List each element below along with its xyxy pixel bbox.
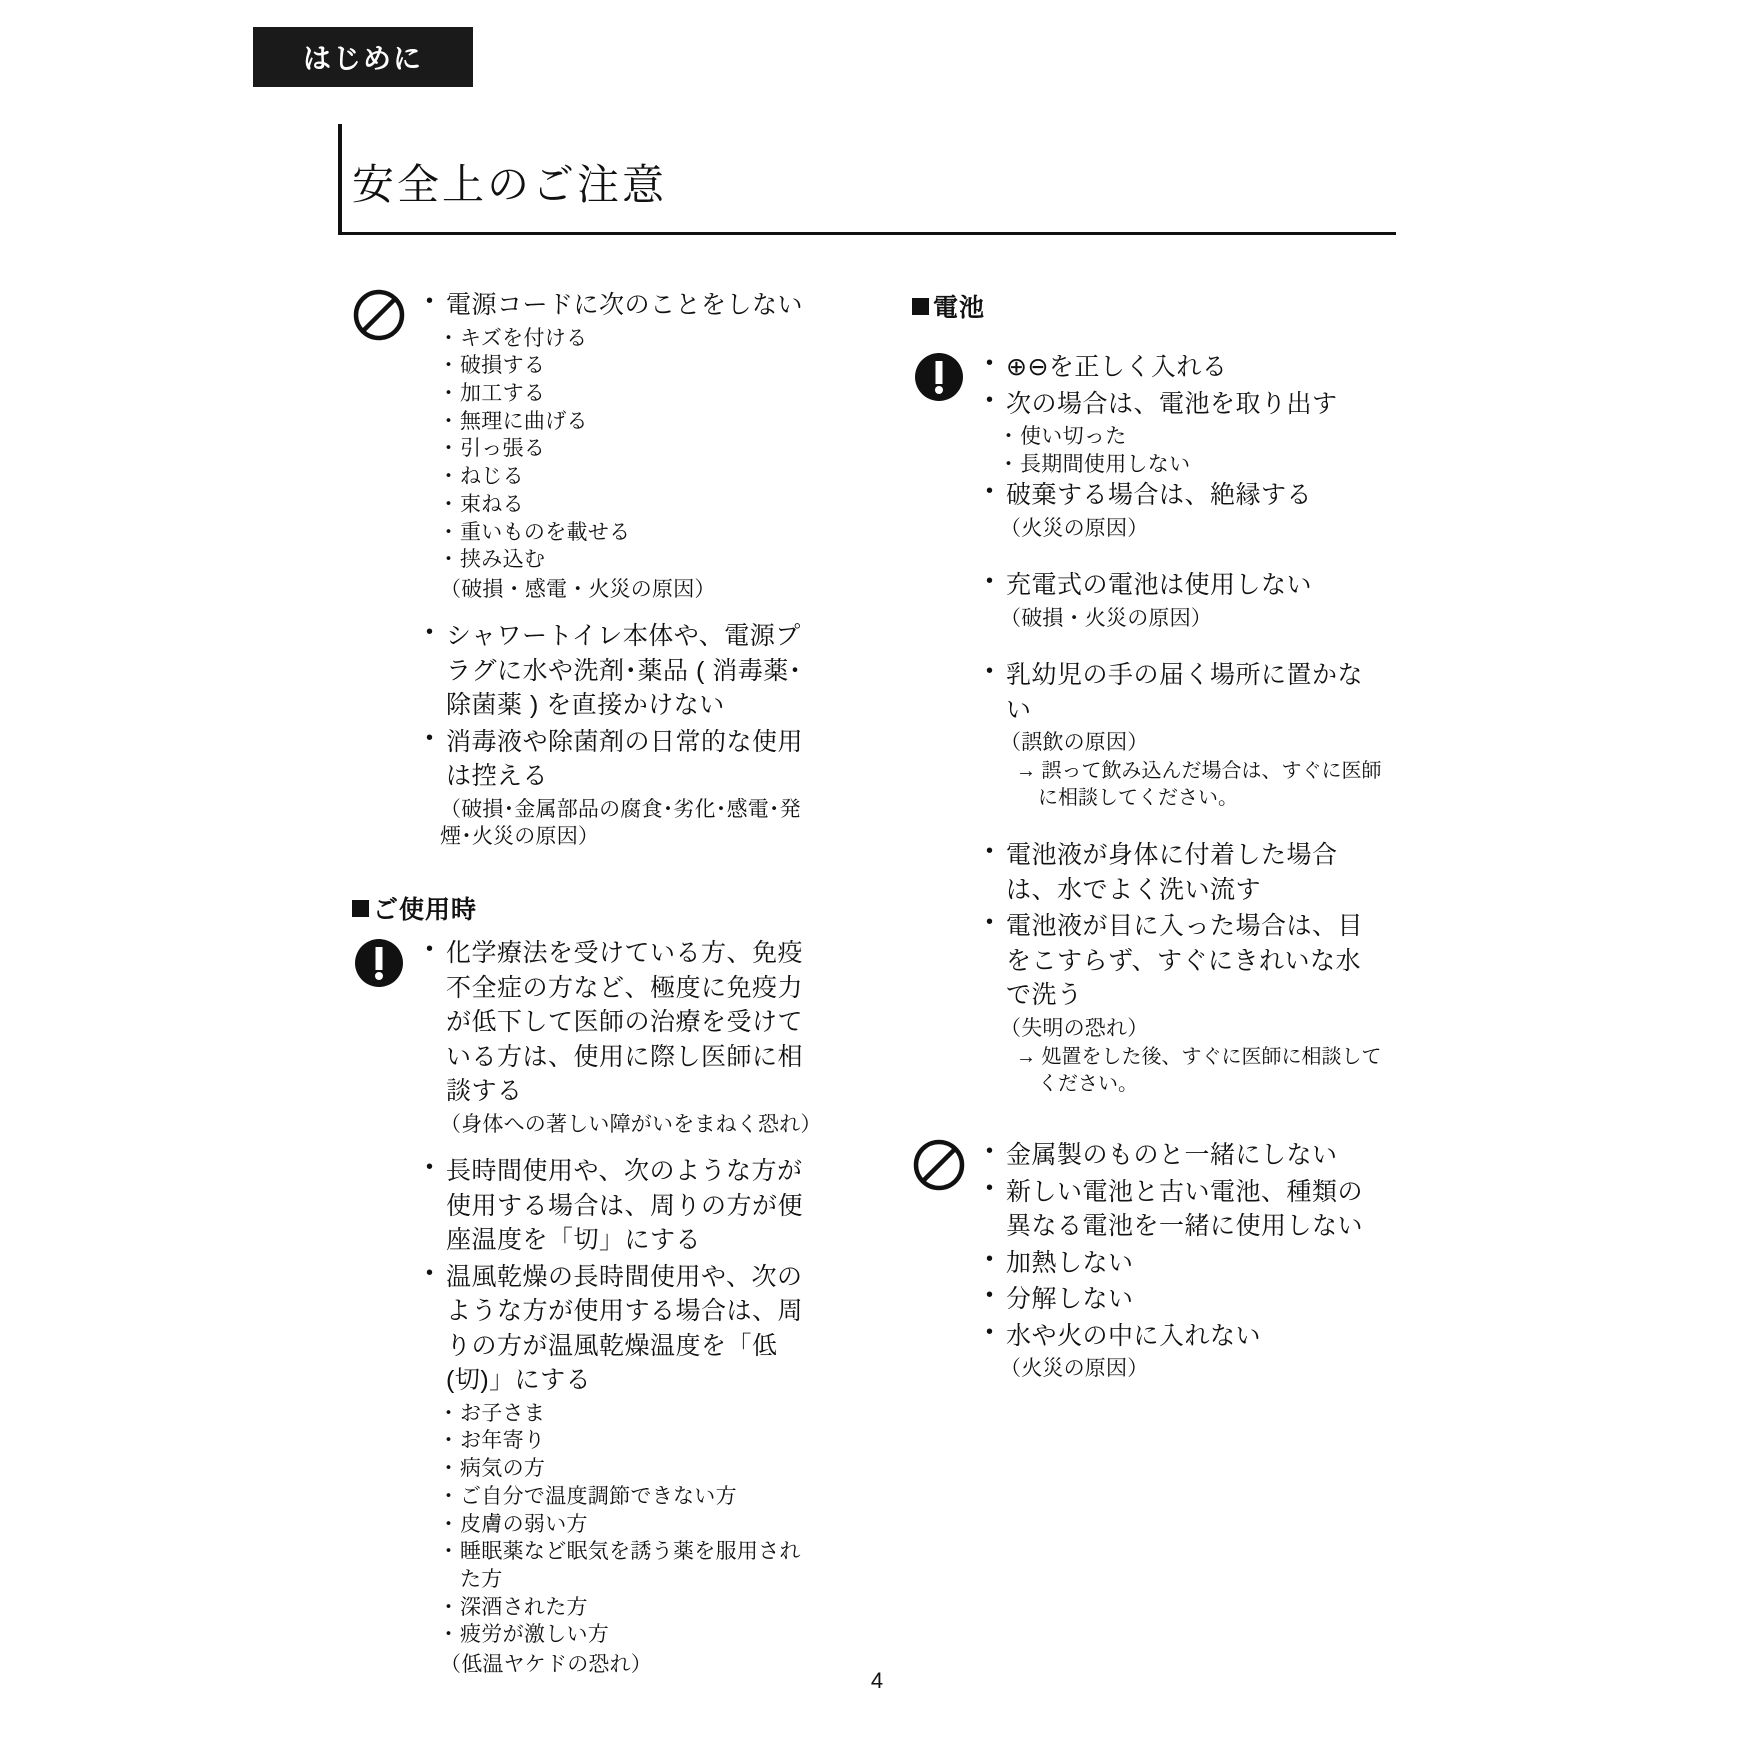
title-left-rule xyxy=(338,124,342,232)
list-item: ・ 引っ張る xyxy=(440,435,822,463)
list-item: ・ ご自分で温度調節できない方 xyxy=(440,1483,822,1511)
caution-icon xyxy=(912,350,966,404)
prohibition-icon xyxy=(352,288,406,342)
list-item: • 新しい電池と古い電池、種類の異なる電池を一緒に使用しない xyxy=(982,1175,1382,1244)
list-item: • 金属製のものと一緒にしない xyxy=(982,1138,1382,1173)
cause-note: （火災の原因） xyxy=(1000,1357,1149,1381)
left-block-power-cord xyxy=(352,288,822,850)
cause-note: （破損・感電・火災の原因） xyxy=(440,577,716,601)
list-usage-temperature xyxy=(422,1154,822,1398)
list-battery-fluid xyxy=(982,838,1382,1013)
list-item: • 分解しない xyxy=(982,1282,1382,1317)
list-item: • ⊕⊖を正しく入れる xyxy=(982,350,1382,385)
chapter-tab: はじめに xyxy=(253,27,473,87)
sublist-usage-persons xyxy=(440,1400,822,1649)
list-item: • 消毒液や除菌剤の日常的な使用は控える xyxy=(422,725,822,794)
advice-note: → 処置をした後、すぐに医師に相談してください。 xyxy=(1016,1046,1382,1096)
list-item: • 電池液が目に入った場合は、目をこすらず、すぐにきれいな水で洗う xyxy=(982,909,1382,1013)
list-item: ・ 長期間使用しない xyxy=(1000,451,1382,479)
list-item: • 温風乾燥の長時間使用や、次のような方が使用する場合は、周りの方が温風乾燥温度を「低 (切)」にする xyxy=(422,1260,822,1398)
list-item: ・ 束ねる xyxy=(440,491,822,519)
right-column xyxy=(912,288,1382,1382)
title-underline xyxy=(338,232,1396,235)
section-heading-label: ご使用時 xyxy=(373,896,478,925)
list-item: ・ 病気の方 xyxy=(440,1455,822,1483)
list-item: • 電源コードに次のことをしない xyxy=(422,288,822,323)
right-block-battery-prohibition xyxy=(912,1138,1382,1382)
list-item: • 破棄する場合は、絶縁する xyxy=(982,478,1382,513)
list-item: • 次の場合は、電池を取り出す xyxy=(982,387,1382,422)
list-usage-medical xyxy=(422,936,822,1109)
bullet-square-icon xyxy=(912,298,929,315)
list-item: ・ 加工する xyxy=(440,380,822,408)
cause-note: （火災の原因） xyxy=(1000,516,1149,540)
list-item: ・ お子さま xyxy=(440,1400,822,1428)
cause-note: （身体への著しい障がいをまねく恐れ） xyxy=(440,1112,822,1136)
cause-note: （破損･金属部品の腐食･劣化･感電･発煙･火災の原因） xyxy=(440,797,801,849)
list-item: ・ 深酒された方 xyxy=(440,1594,822,1622)
section-heading-usage xyxy=(352,890,822,926)
list-item: • 電池液が身体に付着した場合は、水でよく洗い流す xyxy=(982,838,1382,907)
list-item: ・ 破損する xyxy=(440,352,822,380)
right-block-battery-caution xyxy=(912,350,1382,1098)
list-item: ・ 使い切った xyxy=(1000,423,1382,451)
sublist-battery-remove xyxy=(1000,423,1382,478)
list-item: ・ ねじる xyxy=(440,463,822,491)
list-item: • 充電式の電池は使用しない xyxy=(982,568,1382,603)
list-item: • 化学療法を受けている方、免疫不全症の方など、極度に免疫力が低下して医師の治療を受けている方は、使用に際し医師に相談する xyxy=(422,936,822,1109)
list-battery-rechargeable xyxy=(982,568,1382,603)
list-item: ・ キズを付ける xyxy=(440,325,822,353)
list-item: ・ 挟み込む xyxy=(440,546,822,574)
cause-note: （破損・火災の原因） xyxy=(1000,606,1212,630)
page-number: 4 xyxy=(870,1668,884,1693)
left-usage-warning xyxy=(352,936,822,1678)
list-battery-children xyxy=(982,658,1382,727)
list-item: ・ お年寄り xyxy=(440,1427,822,1455)
bullet-square-icon xyxy=(352,900,369,917)
cause-note: （低温ヤケドの恐れ） xyxy=(440,1653,652,1677)
left-block-usage xyxy=(352,890,822,1678)
list-item: • 長時間使用や、次のような方が使用する場合は、周りの方が便座温度を「切」にする xyxy=(422,1154,822,1258)
page-title: 安全上のご注意 xyxy=(352,161,668,208)
list-item: • 乳幼児の手の届く場所に置かない xyxy=(982,658,1382,727)
section-heading-label: 電池 xyxy=(933,294,986,322)
list-item: ・ 無理に曲げる xyxy=(440,408,822,436)
list-item: ・ 疲労が激しい方 xyxy=(440,1621,822,1649)
list-item: • シャワートイレ本体や、電源プラグに水や洗剤･薬品 ( 消毒薬･除菌薬 ) を直接かけない xyxy=(422,619,822,723)
list-item: • 加熱しない xyxy=(982,1246,1382,1281)
list-item: • 水や火の中に入れない xyxy=(982,1319,1382,1354)
list-battery-insert xyxy=(982,350,1382,421)
list-item: ・ 睡眠薬など眠気を誘う薬を服用された方 xyxy=(440,1538,822,1593)
cause-note: （失明の恐れ） xyxy=(1000,1016,1149,1040)
caution-icon xyxy=(352,936,406,990)
prohibition-icon xyxy=(912,1138,966,1192)
sublist-power-cord xyxy=(440,325,822,574)
advice-note: → 誤って飲み込んだ場合は、すぐに医師に相談してください。 xyxy=(1016,760,1382,810)
list-battery-prohibited xyxy=(982,1138,1382,1353)
list-item: ・ 皮膚の弱い方 xyxy=(440,1511,822,1539)
list-battery-dispose xyxy=(982,478,1382,513)
list-power-cord xyxy=(422,288,822,323)
left-column xyxy=(352,288,822,1678)
section-heading-battery xyxy=(912,288,1382,324)
list-item: ・ 重いものを載せる xyxy=(440,519,822,547)
list-liquids xyxy=(422,619,822,794)
cause-note: （誤飲の原因） xyxy=(1000,731,1149,755)
